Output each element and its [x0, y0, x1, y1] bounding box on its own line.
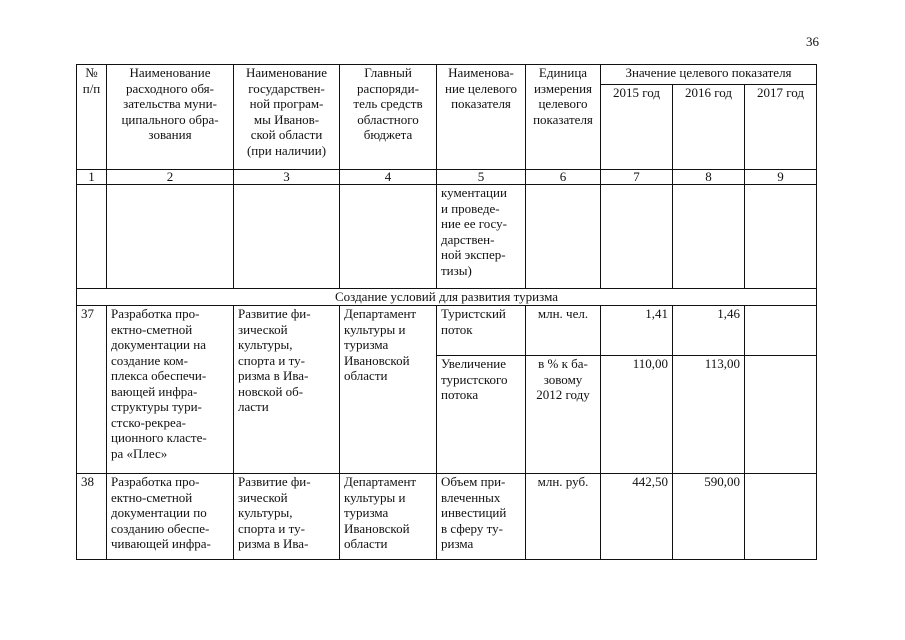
header-values-group: Значение целевого показателя — [601, 65, 817, 85]
row37-ind2-unit — [526, 356, 601, 474]
row37-program-l5: новской об- — [238, 383, 304, 399]
row37-obligation-l0: Разработка про- — [111, 306, 200, 321]
cont-c2 — [107, 185, 234, 289]
row38-unit: млн. руб. — [526, 474, 601, 560]
page-number: 36 — [806, 34, 819, 49]
row37-program — [234, 306, 340, 474]
header-row-1 — [77, 65, 817, 85]
row38-indicator — [437, 474, 526, 560]
row37-ind2-unit-l0: в % к ба- — [538, 356, 588, 371]
row37-ind1-name-l1: поток — [441, 321, 473, 337]
header-program-l2: ной програм- — [249, 96, 324, 111]
row38-obligation — [107, 474, 234, 560]
colnum-7: 7 — [601, 170, 673, 185]
row37-administrator-l0: Департамент — [344, 306, 417, 321]
header-unit — [526, 65, 601, 170]
row37-ind2-2017 — [745, 356, 817, 474]
header-program-l4: ской области — [250, 127, 323, 142]
header-obligation-l3: ципального обра- — [121, 111, 219, 127]
row38-2017 — [745, 474, 817, 560]
row37-ind1-unit: млн. чел. — [526, 306, 601, 356]
header-indicator — [437, 65, 526, 170]
row37-ind1-2015: 1,41 — [601, 306, 673, 356]
row38-indicator-l4: ризма — [441, 536, 474, 551]
header-administrator-l0: Главный — [364, 65, 412, 80]
row37-ind1-2017 — [745, 306, 817, 356]
section-row — [77, 289, 817, 306]
cont-c8 — [673, 185, 745, 289]
header-obligation-l4: зования — [148, 127, 192, 142]
row37-obligation-l1: ектно-сметной — [111, 321, 193, 337]
row37-ind1-name — [437, 306, 526, 356]
row37-ind2-name-l1: туристского — [441, 371, 508, 387]
row38-administrator-l2: туризма — [344, 505, 389, 520]
row38-num: 38 — [77, 474, 107, 560]
row37-obligation-l4: плекса обеспечи- — [111, 368, 207, 383]
row38-2015: 442,50 — [601, 474, 673, 560]
row37-ind1-name-l0: Туристский — [441, 306, 506, 321]
row37-program-l3: спорта и ту- — [238, 352, 305, 368]
row38-indicator-l3: в сферу ту- — [441, 520, 503, 536]
row38-2016: 590,00 — [673, 474, 745, 560]
row37-obligation-l2: документации на — [111, 337, 206, 352]
colnum-5: 5 — [437, 170, 526, 185]
row37-obligation-l6: структуры тури- — [111, 399, 202, 414]
row37-administrator-l4: области — [344, 368, 388, 383]
row38-obligation-l0: Разработка про- — [111, 474, 200, 489]
row37-ind2-2016: 113,00 — [673, 356, 745, 474]
row37-administrator — [340, 306, 437, 474]
row38-obligation-l3: созданию обеспе- — [111, 520, 210, 536]
row38-administrator-l3: Ивановской — [344, 520, 410, 536]
header-unit-l1: измерения — [533, 80, 593, 96]
cont-indicator-l4: ной экспер- — [441, 247, 506, 262]
row37-ind2-2015: 110,00 — [601, 356, 673, 474]
header-administrator-l3: областного — [357, 111, 419, 127]
cont-c3 — [234, 185, 340, 289]
row37-ind2-unit-l1: зовому — [543, 371, 583, 387]
header-indicator-l0: Наименова- — [448, 65, 514, 80]
header-administrator-l2: тель средств — [353, 96, 423, 111]
header-obligation-l2: зательства муни- — [123, 96, 217, 111]
cont-c6 — [526, 185, 601, 289]
row37-obligation — [107, 306, 234, 474]
row38-obligation-l2: документации по — [111, 505, 207, 520]
row37-ind2-unit-l2: 2012 году — [536, 387, 590, 402]
row38-indicator-l2: инвестиций — [441, 505, 507, 520]
header-program-l1: государствен- — [248, 80, 325, 96]
row38-program-l3: спорта и ту- — [238, 520, 305, 536]
row37-obligation-l8: ционного класте- — [111, 430, 207, 445]
cont-c9 — [745, 185, 817, 289]
row38-program — [234, 474, 340, 560]
header-num — [77, 65, 107, 170]
row38-obligation-l4: чивающей инфра- — [111, 536, 211, 551]
row37-program-l1: зической — [238, 321, 288, 337]
header-2016: 2016 год — [673, 85, 745, 170]
row38-program-l4: ризма в Ива- — [238, 536, 309, 551]
colnum-4: 4 — [340, 170, 437, 185]
row38-administrator-l0: Департамент — [344, 474, 417, 489]
row37-ind2-name-l2: потока — [441, 387, 479, 402]
cont-indicator-l1: и проведе- — [441, 200, 500, 216]
row38-program-l1: зической — [238, 489, 288, 505]
section-title: Создание условий для развития туризма — [77, 289, 817, 306]
header-2015: 2015 год — [601, 85, 673, 170]
header-program-l3: мы Иванов- — [253, 111, 320, 127]
header-administrator-l1: распоряди- — [357, 80, 419, 96]
row38-program-l0: Развитие фи- — [238, 474, 311, 489]
row37-ind2-name — [437, 356, 526, 474]
row37-program-l4: ризма в Ива- — [238, 368, 309, 383]
row37-administrator-l3: Ивановской — [344, 352, 410, 368]
row37-program-l6: ласти — [238, 399, 269, 414]
row37-program-l0: Развитие фи- — [238, 306, 311, 321]
row37-obligation-l9: ра «Плес» — [111, 445, 168, 461]
header-unit-l2: целевого — [538, 96, 588, 111]
header-program-l0: Наименование — [246, 65, 327, 80]
cont-indicator-l0: кументации — [441, 185, 507, 200]
colnum-9: 9 — [745, 170, 817, 185]
header-program-l5: (при наличии) — [246, 142, 327, 158]
row-38 — [77, 474, 817, 560]
header-unit-l0: Единица — [538, 65, 588, 80]
colnum-6: 6 — [526, 170, 601, 185]
row38-administrator-l4: области — [344, 536, 388, 551]
cont-indicator-l2: ние ее госу- — [441, 216, 507, 231]
column-numbers-row — [77, 170, 817, 185]
cont-indicator-l3: дарствен- — [441, 231, 495, 247]
cont-indicator-l5: тизы) — [441, 262, 472, 278]
header-unit-l3: показателя — [533, 111, 593, 127]
header-administrator — [340, 65, 437, 170]
header-indicator-l1: ние целевого — [445, 80, 517, 96]
colnum-8: 8 — [673, 170, 745, 185]
colnum-3: 3 — [234, 170, 340, 185]
row37-ind2-name-l0: Увеличение — [441, 356, 507, 371]
header-program — [234, 65, 340, 170]
row38-administrator-l1: культуры и — [344, 489, 406, 505]
row37-ind1-2016: 1,46 — [673, 306, 745, 356]
cont-c7 — [601, 185, 673, 289]
header-obligation-l1: расходного обя- — [126, 80, 214, 96]
header-num-text: № п/п — [82, 65, 101, 96]
target-indicators-table — [76, 64, 817, 560]
row37-obligation-l7: стско-рекреа- — [111, 414, 186, 430]
continuation-row — [77, 185, 817, 289]
row38-administrator — [340, 474, 437, 560]
row38-indicator-l0: Объем при- — [441, 474, 506, 489]
row38-obligation-l1: ектно-сметной — [111, 489, 193, 505]
row38-indicator-l1: влеченных — [441, 489, 501, 505]
row37-obligation-l5: вающей инфра- — [111, 383, 198, 399]
colnum-2: 2 — [107, 170, 234, 185]
header-2017: 2017 год — [745, 85, 817, 170]
row37-administrator-l1: культуры и — [344, 321, 406, 337]
cont-c4 — [340, 185, 437, 289]
cont-indicator — [437, 185, 526, 289]
header-obligation-l0: Наименование — [129, 65, 211, 80]
row37-num: 37 — [77, 306, 107, 474]
row37-administrator-l2: туризма — [344, 337, 389, 352]
colnum-1: 1 — [77, 170, 107, 185]
row-37-ind1 — [77, 306, 817, 356]
row38-program-l2: культуры, — [238, 505, 293, 520]
row37-program-l2: культуры, — [238, 337, 293, 352]
header-administrator-l4: бюджета — [363, 127, 413, 142]
row37-obligation-l3: создание ком- — [111, 352, 188, 368]
header-indicator-l2: показателя — [451, 96, 511, 111]
header-obligation — [107, 65, 234, 170]
cont-c1 — [77, 185, 107, 289]
